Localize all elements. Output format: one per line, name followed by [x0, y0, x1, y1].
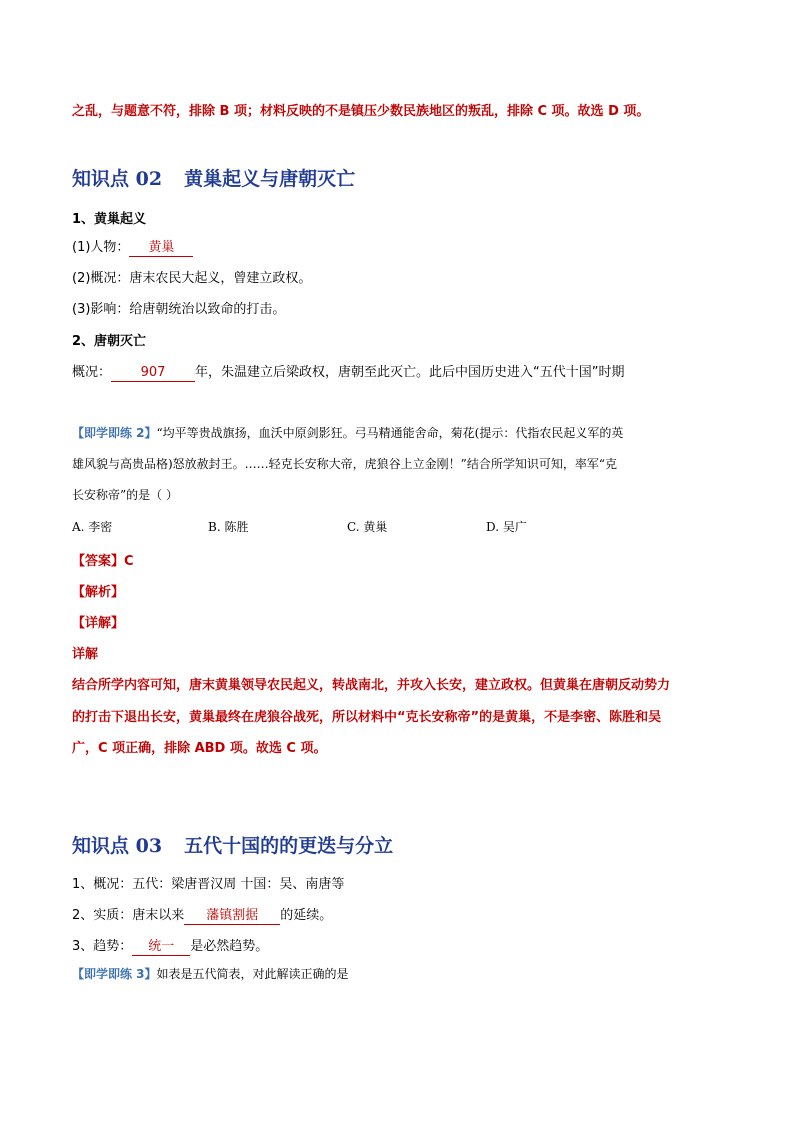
- practice2-option-d: D. 吴广: [486, 520, 527, 534]
- kp02-subheading-1: 1、黄巢起义: [72, 212, 147, 227]
- fill-blank-person: 黄巢: [129, 240, 193, 257]
- kp02-tang-fall-overview: [72, 361, 625, 382]
- kp02-item-overview: (2)概况：唐末农民大起义，曾建立政权。: [72, 271, 312, 286]
- kp02-item-impact: (3)影响：给唐朝统治以致命的打击。: [72, 302, 286, 317]
- kp03-line-essence: [72, 904, 332, 925]
- kp03-line-overview: 1、概况：五代：梁唐晋汉周 十国：吴、南唐等: [72, 877, 345, 892]
- fill-blank-unify: 统一: [132, 939, 190, 956]
- practice2-line1: “均平等贵战旗扬，血沃中原剑影狂。弓马精通能舍命，菊花(提示：代指农民起义军的英: [156, 426, 624, 440]
- kp02-label: 知识点 02: [72, 168, 163, 190]
- explanation-line3: 广，C 项正确，排除 ABD 项。故选 C 项。: [72, 741, 327, 756]
- trend-prefix: 3、趋势：: [72, 939, 133, 954]
- practice3-text: 如表是五代简表，对此解读正确的是: [156, 967, 349, 981]
- kp03-label: 知识点 03: [72, 835, 163, 857]
- practice2-option-b: B. 陈胜: [208, 520, 249, 534]
- kp03-title: 五代十国的的更迭与分立: [184, 835, 394, 857]
- kp02-item-person: [72, 236, 193, 257]
- kp03-line-trend: [72, 935, 268, 956]
- item-person-prefix: (1)人物：: [72, 240, 130, 255]
- answer-label: 【答案】C: [72, 554, 134, 569]
- overview-suffix: 年，朱温建立后梁政权，唐朝至此灭亡。此后中国历史进入“五代十国”时期: [195, 365, 625, 380]
- section-heading-kp02: [72, 164, 355, 191]
- explanation-line2: 的打击下退出长安，黄巢最终在虎狼谷战死，所以材料中“克长安称帝”的是黄巢，不是李密、陈胜和吴: [72, 710, 662, 725]
- fill-blank-year: 907: [111, 365, 195, 382]
- practice2-question-line1: [72, 424, 623, 441]
- fill-blank-fanzhen: 藩镇割据: [184, 908, 280, 925]
- practice2-option-c: C. 黄巢: [347, 520, 388, 534]
- section-heading-kp03: [72, 831, 393, 858]
- kp02-subheading-2: 2、唐朝灭亡: [72, 334, 147, 349]
- detail-sublabel: 详解: [72, 647, 99, 662]
- overview-prefix: 概况：: [72, 365, 112, 380]
- detail-label: 【详解】: [72, 616, 125, 631]
- carryover-answer-line: 之乱，与题意不符，排除 B 项；材料反映的不是镇压少数民族地区的叛乱，排除 C 项。故选 D 项。: [72, 104, 650, 119]
- explanation-line1: 结合所学内容可知，唐末黄巢领导农民起义，转战南北，并攻入长安，建立政权。但黄巢在唐朝反动势力: [72, 678, 671, 693]
- essence-suffix: 的延续。: [280, 908, 333, 923]
- practice2-option-a: A. 李密: [72, 520, 113, 534]
- kp02-title: 黄巢起义与唐朝灭亡: [184, 168, 356, 190]
- practice3-tag: 【即学即练 3】: [72, 967, 157, 981]
- practice2-question-line3: 长安称帝”的是（ ）: [72, 488, 178, 502]
- practice3-question: [72, 965, 349, 982]
- analysis-label: 【解析】: [72, 585, 125, 600]
- practice2-tag: 【即学即练 2】: [72, 426, 157, 440]
- practice2-question-line2: 雄风貌与高贵品格)怒放赦封王。……轻克长安称大帝，虎狼谷上立金刚！”结合所学知识可知，率军“克: [72, 457, 617, 471]
- trend-suffix: 是必然趋势。: [190, 939, 269, 954]
- essence-prefix: 2、实质：唐末以来: [72, 908, 185, 923]
